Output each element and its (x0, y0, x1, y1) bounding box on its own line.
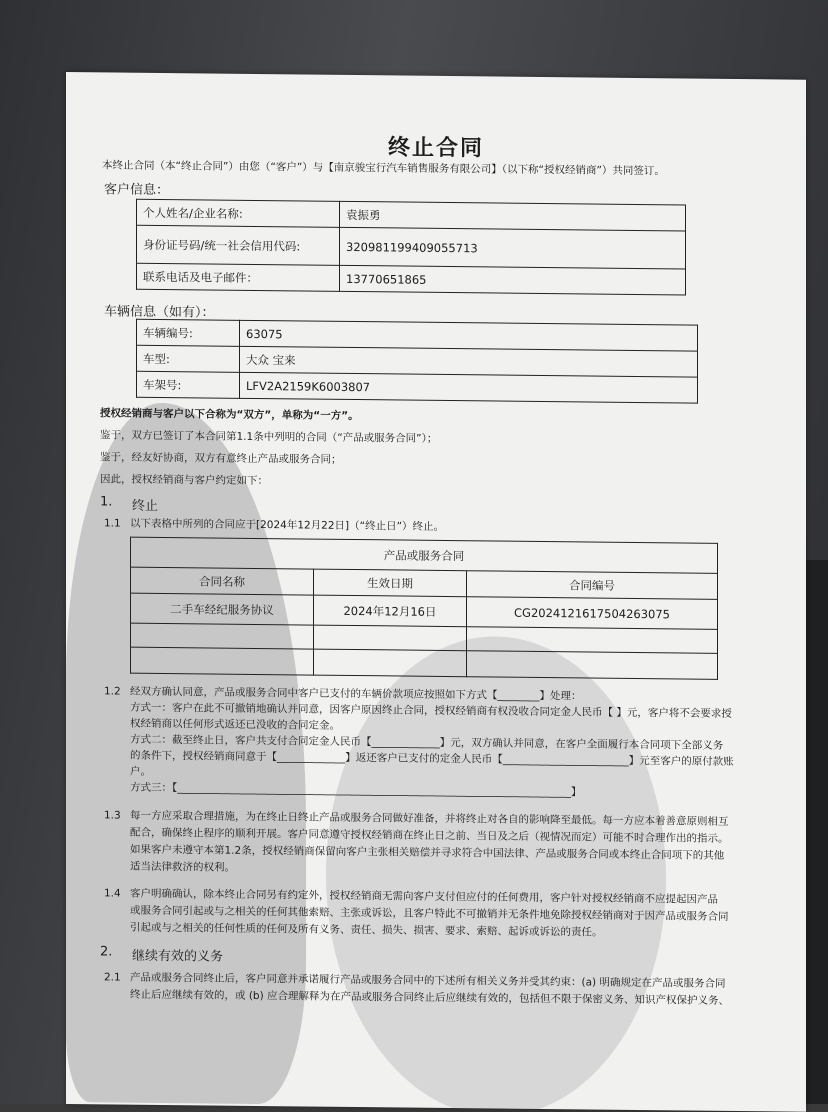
table-cell (467, 651, 718, 680)
table-row (137, 263, 686, 295)
table-cell: 车辆编号: (137, 319, 240, 346)
clause-number: 2.1 (104, 971, 121, 984)
clause-line: 终止后应继续有效的，或 (b) 应合理解释为在产品或服务合同终止后应继续有效的，包括但不限于保密义务、知识产权保护义务、 (130, 988, 730, 1007)
clause-line: 产品或服务合同终止后，客户同意并承诺履行产品或服务合同中的下述所有相关义务并受其约束：(a) 明确规定在产品或服务合同 (130, 971, 726, 990)
customer-heading: 客户信息： (104, 182, 170, 199)
section-number: 1. (100, 494, 113, 510)
table-cell: 袁振勇 (340, 201, 686, 231)
section-title: 继续有效的义务 (132, 948, 224, 965)
table-cell: 13770651865 (340, 265, 686, 295)
table-cell: 63075 (240, 320, 698, 351)
clause-text: 以下表格中所列的合同应于[2024年12月22日]（“终止日”）终止。 (130, 517, 445, 533)
table-cell (131, 647, 314, 675)
recital-text: 鉴于，经友好协商，双方有意终止产品或服务合同； (100, 451, 342, 466)
table-row (137, 371, 698, 403)
column-header: 合同名称 (131, 567, 314, 595)
table-row (137, 225, 686, 269)
clause-number: 1.2 (104, 685, 121, 698)
table-caption: 产品或服务合同 (131, 537, 718, 573)
table-cell: 联系电话及电子邮件： (137, 263, 340, 291)
section-number: 2. (100, 944, 113, 960)
clause-line: 如果客户未遵守本第1.2条，授权经销商保留向客户主张相关赔偿并寻求符合中国法律、产品或服务合同或本终止合同项下的其他 (130, 843, 725, 862)
table-cell: 身份证号码/统一社会信用代码: (137, 225, 340, 265)
document-title: 终止合同 (387, 135, 484, 162)
table-cell: LFV2A2159K6003807 (240, 372, 698, 403)
vehicle-table (136, 319, 698, 404)
clause-line: 每一方应采取合理措施，为在终止日终止产品或服务合同做好准备，并将终止对各自的影响降至最低。每一方应本着善意原则相互 (130, 809, 729, 828)
clause-line: 经双方确认同意，产品或服务合同中客户已支付的车辆价款项应按照如下方式【________】处理： (130, 685, 582, 703)
intro-text: 本终止合同（本“终止合同”）由您（“客户”）与【南京骏宝行汽车销售服务有限公司】（以下称“授权经销商”）共同签订。 (102, 159, 665, 178)
table-cell: 车架号: (137, 371, 240, 398)
table-cell: 个人姓名/企业名称: (137, 199, 340, 227)
clause-line: 权经销商以任何形式返还已没收的合同定金。 (130, 717, 340, 732)
table-cell: 2024年12月16日 (314, 595, 467, 627)
column-header: 合同编号 (467, 571, 718, 600)
table-cell (467, 627, 718, 654)
clause-line: 引起或与之相关的任何性质的任何及所有义务、责任、损失、损害、要求、索赔、起诉或诉讼的责任。 (130, 921, 603, 939)
clause-number: 1.4 (104, 887, 121, 900)
recital-text: 因此，授权经销商与客户约定如下： (100, 473, 268, 488)
clause-number: 1.3 (104, 809, 121, 822)
section-title: 终止 (132, 498, 159, 514)
table-cell: 车型: (137, 345, 240, 372)
table-cell: 320981199409055713 (340, 227, 686, 269)
clause-line: 或服务合同引起或与之相关的任何其他索赔、主张或诉讼，且客户特此不可撤销并无条件地免除授权经销商对于因产品或服务合同 (130, 904, 729, 923)
table-cell: 大众 宝来 (240, 346, 698, 377)
table-cell (314, 625, 467, 651)
table-cell: CG2024121617504263075 (467, 597, 718, 630)
clause-line: 方式三：【___________________________________________________________________________】 (130, 781, 582, 799)
column-header: 生效日期 (314, 569, 467, 597)
clause-line: 方式一：客户在此不可撤销地确认并同意，因客户原因终止合同，授权经销商有权没收合同定金人民币【 】元，客户将不会要求授 (130, 701, 732, 720)
vehicle-heading: 车辆信息（如有）： (104, 304, 215, 321)
contract-page (66, 72, 806, 1112)
customer-table (136, 199, 686, 296)
table-cell (314, 649, 467, 677)
contract-table (130, 537, 718, 680)
table-cell (131, 623, 314, 649)
clause-line: 的条件下，授权经销商同意于【_____________】返还客户已支付的定金人民币【________________________】元至客户的原付款账 (130, 749, 734, 768)
clause-line: 户。 (130, 765, 151, 778)
clause-line: 配合，确保终止程序的顺利开展。客户同意遵守授权经销商在终止日之前、当日及之后（视情况而定）可能不时合理作出的指示。 (130, 826, 729, 845)
table-cell: 二手车经纪服务协议 (131, 593, 314, 625)
clause-line: 客户明确确认，除本终止合同另有约定外，授权经销商无需向客户支付但应付的任何费用，客户针对授权经销商不应提起因产品 (130, 887, 718, 906)
clause-line: 方式二：截至终止日，客户共支付合同定金人民币【_____________】元，双方确认并同意，在客户全面履行本合同项下全部义务 (130, 733, 724, 752)
clause-number: 1.1 (104, 517, 121, 530)
table-row (131, 647, 718, 679)
clause-line: 适当法律救济的权利。 (130, 860, 235, 874)
recital-text: 鉴于，双方已签订了本合同第1.1条中列明的合同（“产品或服务合同”）； (100, 429, 438, 445)
recital-text: 授权经销商与客户以下合称为“双方”，单称为“一方”。 (100, 407, 359, 423)
